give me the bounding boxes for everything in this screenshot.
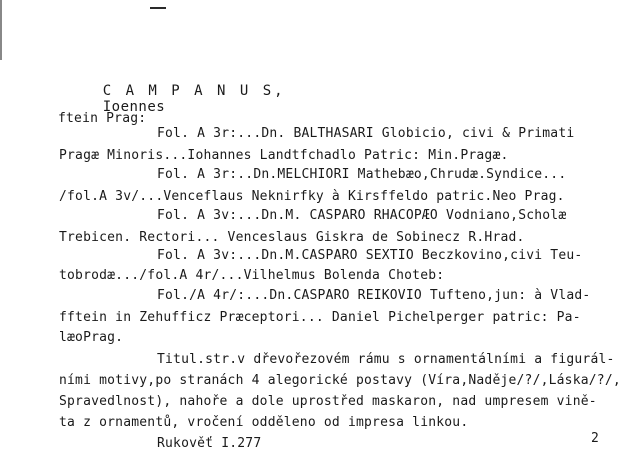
top-edge-mark (150, 7, 166, 9)
text-line: Trebicen. Rectori... Venceslaus Giskra de Sobinecz R.Hrad. (59, 230, 525, 245)
text-line: Fol. A 3v:...Dn.M. CASPARO RHACOPÆO Vodniano,Scholæ (157, 208, 567, 223)
text-line: Pragæ Minoris...Iohannes Landtfchadlo Patric: Min.Pragæ. (59, 148, 509, 163)
text-line: Fol. A 3r:...Dn. BALTHASARI Globicio, civi & Primati (157, 126, 575, 141)
text-line: ními motivy,po stranách 4 alegorické postavy (Víra,Naděje/?/,Láska/?/, (59, 373, 621, 388)
text-line: Fol. A 3r:..Dn.MELCHIORI Mathebæo,Chrudæ.Syndice... (157, 167, 567, 182)
author-given-name: Ioennes (102, 99, 166, 115)
text-line: fftein in Zehufficz Præceptori... Daniel Pichelperger patric: Pa- (59, 310, 581, 325)
text-line: Rukověť I.277 (157, 436, 262, 451)
text-line: tobrodæ.../fol.A 4r/...Vilhelmus Bolenda Choteb: (59, 268, 445, 283)
author-surname: C A M P A N U S, (102, 83, 286, 99)
text-line: Fol./A 4r/:...Dn.CASPARO REIKOVIO Tufteno,jun: à Vlad- (157, 288, 591, 303)
text-line: ftein Prag: (58, 111, 147, 126)
text-line: ta z ornamentů, vročení odděleno od impresa linkou. (59, 415, 469, 430)
text-line: Titul.str.v dřevořezovém rámu s ornamentálními a figurál- (157, 352, 615, 367)
page-number: 2 (591, 431, 600, 446)
text-line: /fol.A 3v/...Venceflaus Neknirfky à Kirsffeldo patric.Neo Prag. (59, 189, 565, 204)
text-line: Fol. A 3v:...Dn.M.CASPARO SEXTIO Beczkovino,civi Teu- (157, 248, 583, 263)
left-edge-mark (0, 0, 2, 60)
text-line: læoPrag. (59, 330, 124, 345)
text-line: Spravedlnost), nahoře a dole uprostřed maskaron, nad umpresem vině- (59, 394, 597, 409)
